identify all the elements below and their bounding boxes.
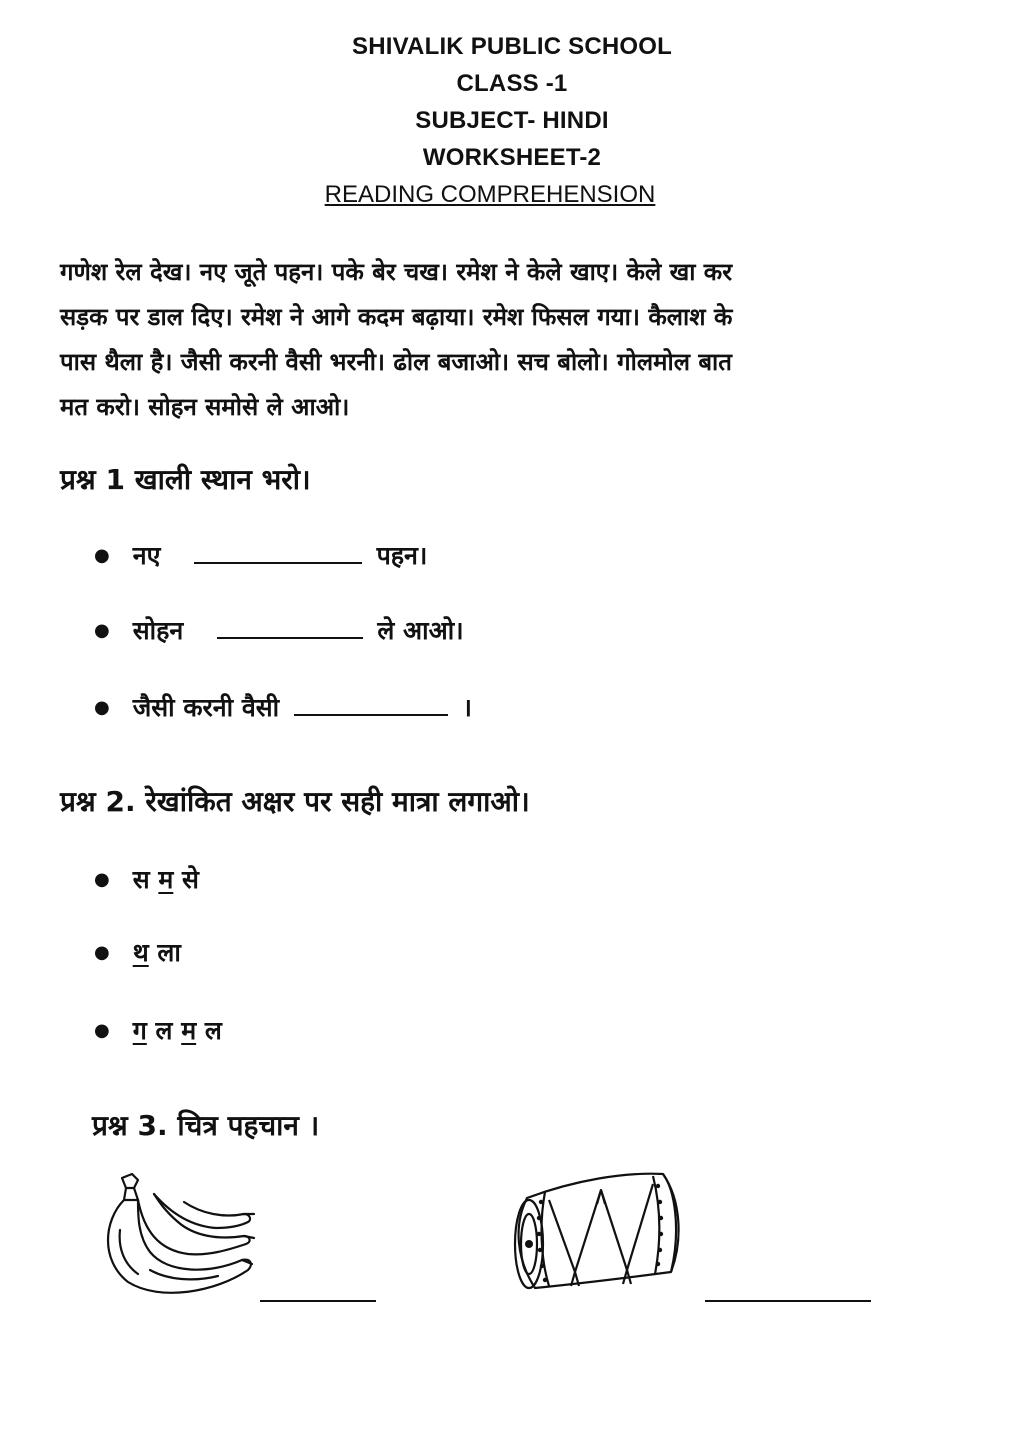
letter: ल bbox=[155, 1016, 173, 1045]
section-title: READING COMPREHENSION bbox=[324, 181, 656, 208]
bullet-icon: ● bbox=[94, 545, 110, 566]
q1-text-before: नए bbox=[132, 541, 161, 570]
dhol-drum-icon bbox=[505, 1160, 690, 1300]
bullet-icon: ● bbox=[94, 697, 110, 718]
q2-item bbox=[94, 862, 199, 898]
fill-in-blank[interactable] bbox=[194, 540, 362, 564]
fill-in-blank[interactable] bbox=[217, 615, 363, 639]
q1-text-before: जैसी करनी वैसी bbox=[132, 693, 280, 722]
letter: से bbox=[182, 865, 199, 894]
fill-in-blank[interactable] bbox=[294, 692, 448, 716]
bullet-icon: ● bbox=[94, 620, 110, 641]
question-3-title: प्रश्न 3. चित्र पहचान । bbox=[92, 1109, 320, 1142]
school-name: SHIVALIK PUBLIC SCHOOL bbox=[352, 33, 672, 60]
passage-line: मत करो। सोहन समोसे ले आओ। bbox=[60, 393, 350, 421]
answer-line[interactable] bbox=[705, 1300, 871, 1302]
answer-line[interactable] bbox=[260, 1300, 376, 1302]
letter: ल bbox=[204, 1016, 222, 1045]
q1-text-before: सोहन bbox=[132, 616, 184, 645]
q1-item bbox=[94, 538, 427, 574]
subject-label: SUBJECT- HINDI bbox=[415, 107, 609, 134]
q2-item bbox=[94, 1013, 222, 1049]
q1-text-after: पहन। bbox=[376, 541, 428, 570]
reading-passage bbox=[60, 250, 960, 430]
underlined-letter[interactable]: थ bbox=[132, 938, 149, 967]
q2-item bbox=[94, 935, 181, 971]
question-2-title: प्रश्न 2. रेखांकित अक्षर पर सही मात्रा लगाओ। bbox=[60, 785, 530, 818]
passage-line: सड़क पर डाल दिए। रमेश ने आगे कदम बढ़ाया। रमेश फिसल गया। कैलाश के bbox=[60, 303, 733, 331]
banana-icon bbox=[98, 1170, 258, 1300]
underlined-letter[interactable]: म bbox=[181, 1016, 197, 1045]
bullet-icon: ● bbox=[94, 942, 110, 963]
worksheet-header bbox=[0, 28, 1024, 213]
underlined-letter[interactable]: म bbox=[158, 865, 174, 894]
q1-text-after: ले आओ। bbox=[377, 616, 464, 645]
question-1-title: प्रश्न 1 खाली स्थान भरो। bbox=[60, 463, 311, 496]
q1-item bbox=[94, 690, 472, 726]
bullet-icon: ● bbox=[94, 1020, 110, 1041]
passage-line: पास थैला है। जैसी करनी वैसी भरनी। ढोल बजाओ। सच बोलो। गोलमोल बात bbox=[60, 348, 732, 376]
class-label: CLASS -1 bbox=[456, 70, 568, 97]
underlined-letter[interactable]: ग bbox=[132, 1016, 147, 1045]
letter: स bbox=[132, 865, 150, 894]
bullet-icon: ● bbox=[94, 869, 110, 890]
q1-text-after: । bbox=[462, 693, 473, 722]
q1-item bbox=[94, 613, 464, 649]
passage-line: गणेश रेल देख। नए जूते पहन। पके बेर चख। रमेश ने केले खाए। केले खा कर bbox=[60, 258, 733, 286]
letter: ला bbox=[157, 938, 181, 967]
worksheet-label: WORKSHEET-2 bbox=[422, 144, 602, 171]
